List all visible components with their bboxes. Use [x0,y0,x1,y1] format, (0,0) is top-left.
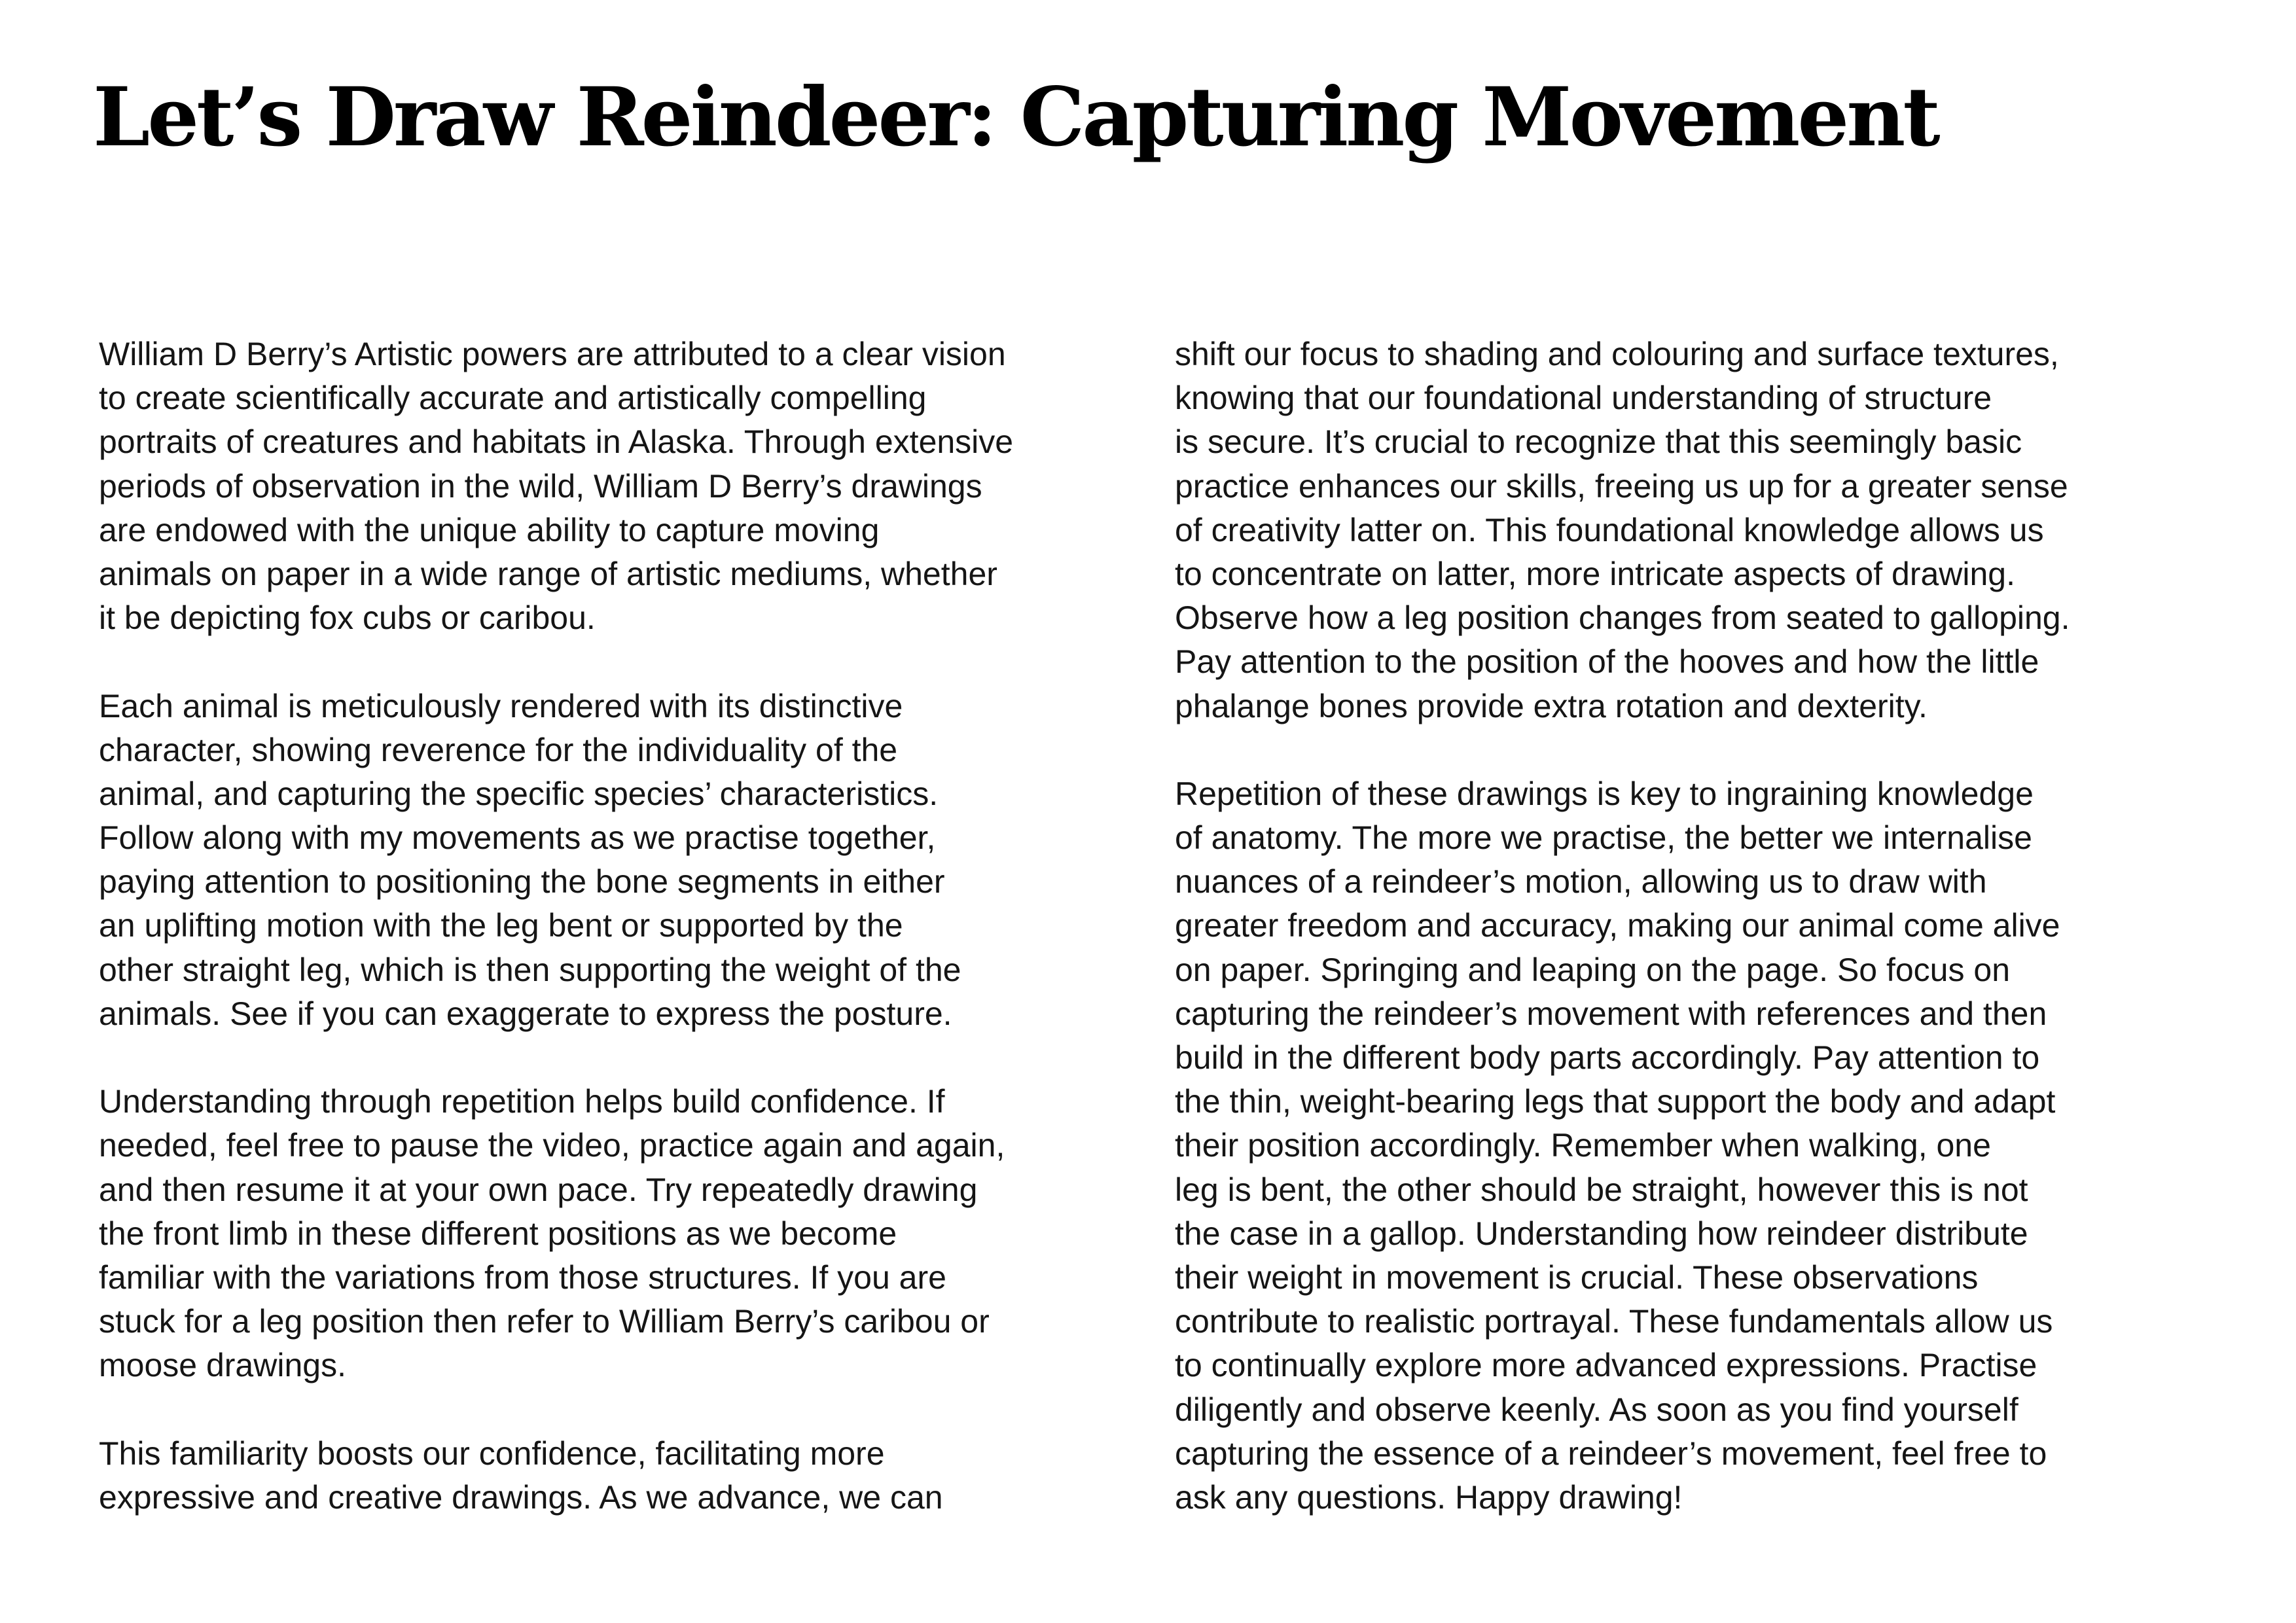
text-line: Repetition of these drawings is key to ingraining knowledge [1175,775,2034,812]
text-line: contribute to realistic portrayal. These fundamentals allow us [1175,1303,2053,1340]
text-line: practice enhances our skills, freeing us up for a greater sense [1175,467,2068,505]
text-line: are endowed with the unique ability to capture moving [99,511,880,548]
text-line: phalange bones provide extra rotation and dexterity. [1175,687,1928,724]
text-line: on paper. Springing and leaping on the page. So focus on [1175,951,2011,988]
text-line: moose drawings. [99,1347,346,1384]
text-line: their position accordingly. Remember when walking, one [1175,1127,1991,1164]
text-line: other straight leg, which is then supporting the weight of the [99,951,961,988]
text-line: paying attention to positioning the bone segments in either [99,863,945,901]
paragraph-break [99,640,1153,684]
text-line: an uplifting motion with the leg bent or supported by the [99,907,903,944]
text-line: to concentrate on latter, more intricate aspects of drawing. [1175,555,2016,592]
text-line: This familiarity boosts our confidence, facilitating more [99,1435,885,1472]
text-line: capturing the reindeer’s movement with references and then [1175,995,2047,1032]
text-line: the front limb in these different positions as we become [99,1215,897,1252]
text-line: Observe how a leg position changes from seated to galloping. [1175,599,2070,637]
text-line: it be depicting fox cubs or caribou. [99,599,596,637]
text-line: diligently and observe keenly. As soon as you find yourself [1175,1391,2018,1428]
text-line: their weight in movement is crucial. These observations [1175,1258,1979,1296]
text-line: ask any questions. Happy drawing! [1175,1478,1683,1516]
text-line: Pay attention to the position of the hooves and how the little [1175,643,2039,681]
text-line: William D Berry’s Artistic powers are attributed to a clear vision [99,336,1006,372]
text-line: greater freedom and accuracy, making our animal come alive [1175,907,2060,944]
text-line: animals on paper in a wide range of artistic mediums, whether [99,555,997,592]
text-line: of creativity latter on. This foundational knowledge allows us [1175,511,2044,548]
text-line: and then resume it at your own pace. Try repeatedly drawing [99,1171,978,1208]
left-text-column [99,332,1153,1520]
paragraph-break [99,1036,1153,1080]
text-line: portraits of creatures and habitats in Alaska. Through extensive [99,423,1014,461]
text-line: leg is bent, the other should be straight, however this is not [1175,1171,2028,1208]
text-line: to continually explore more advanced expressions. Practise [1175,1347,2037,1384]
text-line: needed, feel free to pause the video, practice again and again, [99,1127,1005,1164]
text-line: periods of observation in the wild, William D Berry’s drawings [99,467,982,505]
text-line: Follow along with my movements as we practise together, [99,819,936,857]
text-line: stuck for a leg position then refer to William Berry’s caribou or [99,1303,990,1340]
text-line: knowing that our foundational understanding of structure [1175,380,1992,417]
page-title: Let’s Draw Reindeer: Capturing Movement [93,70,1938,165]
text-line: of anatomy. The more we practise, the better we internalise [1175,819,2032,857]
text-line: Understanding through repetition helps build confidence. If [99,1083,945,1120]
right-text-column [1175,332,2235,1520]
text-line: the case in a gallop. Understanding how reindeer distribute [1175,1215,2028,1252]
paragraph-break [1175,728,2235,772]
text-line: nuances of a reindeer’s motion, allowing us to draw with [1175,863,1987,901]
text-line: expressive and creative drawings. As we advance, we can [99,1478,943,1516]
text-line: to create scientifically accurate and artistically compelling [99,380,927,417]
paragraph-break [99,1388,1153,1432]
text-line: build in the different body parts accordingly. Pay attention to [1175,1039,2040,1076]
text-line: animal, and capturing the specific species’ characteristics. [99,775,939,812]
text-line: Each animal is meticulously rendered with its distinctive [99,687,903,724]
text-line: capturing the essence of a reindeer’s movement, feel free to [1175,1435,2047,1472]
text-line: the thin, weight-bearing legs that support the body and adapt [1175,1083,2056,1120]
text-line: animals. See if you can exaggerate to express the posture. [99,995,952,1032]
text-line: character, showing reverence for the individuality of the [99,731,898,768]
text-line: is secure. It’s crucial to recognize that this seemingly basic [1175,423,2022,461]
text-line: familiar with the variations from those structures. If you are [99,1258,946,1296]
text-line: shift our focus to shading and colouring and surface textures, [1175,336,2059,372]
